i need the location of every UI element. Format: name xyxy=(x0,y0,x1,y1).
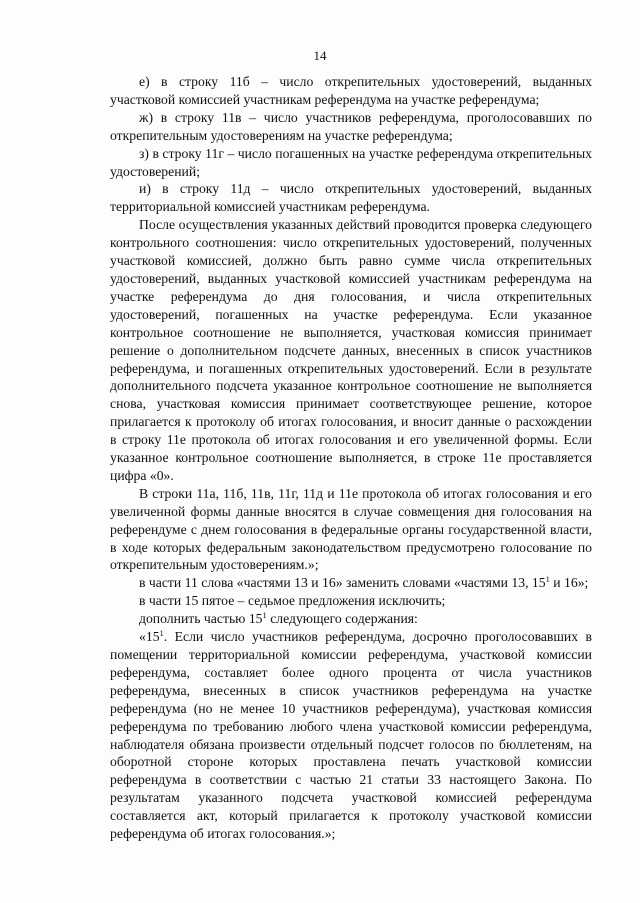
paragraph-add-part xyxy=(110,610,592,628)
text-fragment: «15 xyxy=(139,629,160,645)
paragraph-item-e: е) в строку 11б – число открепительных удостоверений, выданных участковой комиссией участникам референдума на участке референдума; xyxy=(110,74,592,107)
superscript: 1 xyxy=(545,574,550,585)
text-fragment: дополнить частью 15 xyxy=(139,611,263,627)
text-fragment: . Если число участников референдума, досрочно проголосовавших в помещении территориальной комиссии референдума, участковой комиссии референдума, составляет более одного процента от числа участников референдума, внесенных в список участников референдума на участке референдума (но не менее 10 участников референдума), участковая комиссия референдума по требованию любого члена участковой комиссии референдума, наблюдателя обязана произвести отдельный подсчет голосов по бюллетеням, на оборотной стороне которых проставлена печать участковой комиссии референдума в соответствии с частью 21 статьи 33 настоящего Закона. По результатам указанного подсчета участковой комиссией референдума составляется акт, который прилагается к протоколу участковой комиссии референдума об итогах голосования.»; xyxy=(110,629,592,842)
paragraph-lines-11: В строки 11а, 11б, 11в, 11г, 11д и 11е протокола об итогах голосования и его увеличенной формы данные вносятся в случае совмещения дня голосования на референдуме с днем голосования в федеральные органы государственной власти, в ходе которых федеральным законодательством предусмотрено голосование по открепительным удостоверениям.»; xyxy=(110,485,592,573)
text-fragment: следующего содержания: xyxy=(266,611,418,627)
paragraph-part-15-1 xyxy=(110,628,592,843)
paragraph-item-i: и) в строку 11д – число открепительных удостоверений, выданных территориальной комиссией участникам референдума. xyxy=(110,181,592,215)
text-fragment: и 16»; xyxy=(549,575,589,591)
text-fragment: в части 11 слова «частями 13 и 16» заменить словами «частями 13, 15 xyxy=(139,575,546,591)
document-body xyxy=(110,73,592,843)
superscript: 1 xyxy=(262,610,267,621)
paragraph-item-z: з) в строку 11г – число погашенных на участке референдума открепительных удостоверений; xyxy=(110,145,592,179)
paragraph-control-check: После осуществления указанных действий проводится проверка следующего контрольного соотношения: число открепительных удостоверений, полученных участковой комиссией, должно быть равно сумме числа открепительных удостоверений, выданных участковой комиссией участникам референдума на участке референдума до дня голосования, и числа открепительных удостоверений, погашенных на участке референдума. Если указанное контрольное соотношение не выполняется, участковая комиссия принимает решение о дополнительном подсчете данных, внесенных в список участников референдума, и погашенных открепительных удостоверений. Если в результате дополнительного подсчета указанное контрольное соотношение не выполняется снова, участковая комиссия принимает соответствующее решение, которое прилагается к протоколу об итогах голосования, и вносит данные о расхождении в строку 11е протокола об итогах голосования и его увеличенной формы. Если указанное контрольное соотношение выполняется, в строке 11е проставляется цифра «0». xyxy=(110,217,592,483)
paragraph-part-15-amendment: в части 15 пятое – седьмое предложения исключить; xyxy=(139,593,446,609)
paragraph-part-11-amendment xyxy=(110,574,592,592)
superscript: 1 xyxy=(159,628,164,639)
page-number: 14 xyxy=(313,48,327,63)
paragraph-item-zh: ж) в строку 11в – число участников референдума, проголосовавших по открепительным удостоверениям на участке референдума; xyxy=(110,109,592,143)
